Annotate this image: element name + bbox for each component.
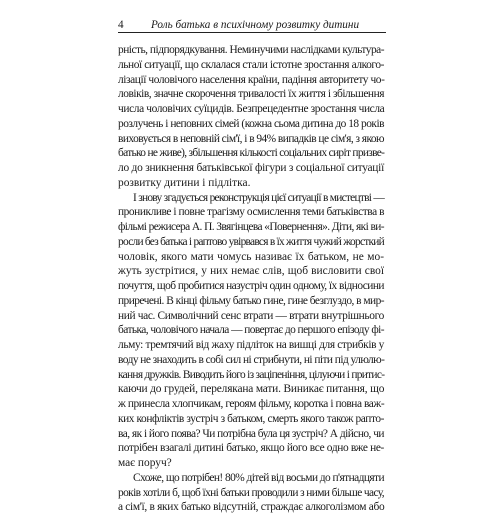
text-line: росли без батька і раптово увірвався в їх життя чужий жорсткий xyxy=(118,235,384,248)
text-line: розвитку дитини і підлітка. xyxy=(118,176,251,189)
text-line: а сім'ї, в яких батько відсутній, страждає алкоголізмом або xyxy=(118,501,385,514)
paragraph xyxy=(118,43,384,191)
paragraph xyxy=(118,191,384,471)
text-line: числа чоловічих суїцидів. Безпрецедентне зростання числа xyxy=(118,103,385,115)
text-line: рність, підпорядкування. Неминучими наслідками культура- xyxy=(118,44,384,56)
text-line: ва, як і його поява? Чи потрібна була ця зустріч? А дійсно, чи xyxy=(118,427,384,440)
text-line: чоловік, якого мати чомусь називає їх батьком, не мо- xyxy=(118,250,384,263)
text-line: потрібен взагалі дитині батько, якщо його все одно вже не- xyxy=(118,442,384,455)
text-line: каючи до грудей, переляканa мати. Виникає питання, що xyxy=(118,383,385,396)
text-line: має поруч? xyxy=(118,457,172,469)
running-header xyxy=(118,14,386,33)
text-line: льної ситуації, що склалася стали істотне зростання алкого- xyxy=(118,58,384,71)
text-line: розлучень і неповних сімей (кожна сьома дитина до 18 років xyxy=(118,117,384,130)
text-line: ких конфліктів зустріч з батьком, смерть якого також рапто- xyxy=(118,412,384,425)
text-line: почуття, щоб пробитися назустріч один одному, їх відносини xyxy=(118,280,384,292)
text-line: років хотіли б, щоб їхні батьки проводили з ними більше часу, xyxy=(118,486,384,499)
text-line: ний час. Символічний сенс втрати — втрати внутрішнього xyxy=(118,309,384,322)
text-line: проникливе і повне трагізму осмислення теми батьківства в xyxy=(118,206,385,219)
text-line: кання дружків. Виводить його із заціпеніння, цілуючи і притис- xyxy=(118,368,385,381)
text-line: льму: тремтячий від жаху підліток на вишці для стрибків у xyxy=(118,339,384,351)
text-line: батько не живе), збільшення кількості соціальних сиріт призве- xyxy=(118,147,385,160)
text-line: приречені. В кінці фільму батько гине, гине безглуздо, в мир- xyxy=(118,294,384,307)
text-line: воду не знаходить в собі сил ні стрибнути, ні піти під улюлю- xyxy=(118,353,385,366)
text-line: ловіків, значне скорочення тривалості їх життя і збільшення xyxy=(118,88,384,101)
paragraph xyxy=(118,471,384,515)
text-line: батька, чоловічого начала — повертає до першого епізоду фі- xyxy=(118,324,384,337)
running-header-title: Роль батька в психічному розвитку дитини xyxy=(150,19,360,31)
text-line: виховується в неповній сім'ї, і в 94% випадків це сім'я, з якою xyxy=(118,132,384,145)
page-number: 4 xyxy=(118,19,124,31)
body-text xyxy=(118,43,384,515)
text-line: фільмі режисера А. П. Звягінцева «Повернення». Діти, які ви- xyxy=(118,221,384,233)
text-line: ло до зникнення батьківської фігури з соціальної ситуації xyxy=(118,162,384,174)
text-line: Схоже, що потрібен! 80% дітей від восьми до п'ятнадцяти xyxy=(133,471,384,484)
text-line: жуть зустрітися, у них немає слів, щоб висловити свої xyxy=(118,265,384,278)
text-line: лізації чоловічого населення країни, падіння авторитету чо- xyxy=(118,73,385,86)
text-line: ж принесла хлопчикам, героям фільму, коротка і повна важ- xyxy=(118,398,385,410)
text-line: І знову згадується реконструкція цієї ситуації в мистецтві — xyxy=(133,191,384,204)
